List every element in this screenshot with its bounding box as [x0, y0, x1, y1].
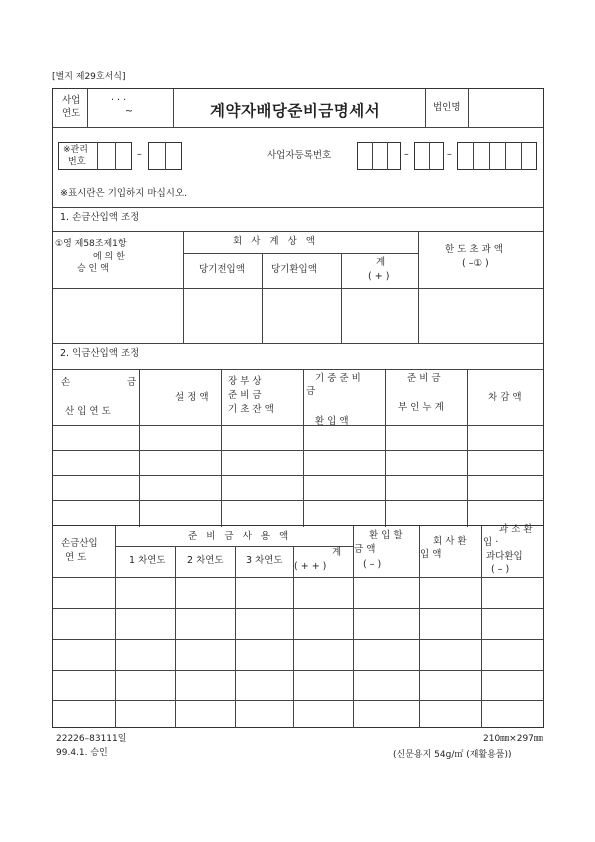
- footer-approval: 99.4.1. 승인: [56, 748, 108, 758]
- s2-col3-line3: 기 초 잔 액: [228, 404, 274, 415]
- biz-reg-field-3[interactable]: [457, 142, 537, 170]
- s3-col3-line1: 환 입 할: [369, 530, 403, 541]
- s3-col1-line2: 연 도: [65, 552, 87, 563]
- s2-col3-line2: 준 비 금: [228, 390, 262, 401]
- s3-sub1: 1 차연도: [129, 555, 166, 566]
- mgmt-no-dash: –: [137, 149, 142, 160]
- s2-col5-line1: 준 비 금: [407, 373, 441, 384]
- footer-form-code: 22226–83111일: [56, 734, 127, 744]
- s3-col4-line2: 입 액: [420, 549, 442, 560]
- s2-col1-a: 손: [61, 377, 71, 388]
- s3-col3-line2: 금 액: [354, 544, 376, 555]
- s2-col1-c: 산 입 연 도: [65, 406, 111, 417]
- s1-col1-line3: 승 인 액: [77, 264, 109, 274]
- s1-col2-group: 회 사 계 상 액: [233, 236, 318, 247]
- s1-col2-sub2: 당기환입액: [271, 264, 317, 275]
- form-frame: [52, 88, 544, 728]
- biz-reg-field-1[interactable]: [357, 142, 401, 170]
- notice-text: ※표시란은 기입하지 마십시오.: [60, 188, 188, 199]
- biz-reg-label: 사업자등록번호: [267, 150, 332, 161]
- s3-col5-line3: 과다환입: [486, 551, 523, 562]
- s1-col2-sub3-line2: ( + ): [368, 271, 390, 282]
- s3-data-rows[interactable]: [53, 578, 543, 727]
- s1-data-row[interactable]: [53, 289, 543, 343]
- section1-title: 1. 손금산입액 조정: [60, 212, 140, 223]
- s2-col4-line1: 기 중 준 비: [315, 373, 361, 384]
- s3-sub2: 2 차연도: [187, 555, 224, 566]
- s3-col5-line4: ( – ): [491, 564, 510, 575]
- year-date-tilde: ~: [125, 106, 133, 117]
- s3-sub4-line2: ( + + ): [294, 561, 327, 572]
- footer-paper: (신문용지 54g/㎡ (재활용품)): [393, 750, 512, 760]
- biz-reg-dash-2: –: [447, 149, 452, 160]
- s3-col3-line3: ( – ): [363, 559, 382, 570]
- s3-sub3: 3 차연도: [246, 555, 283, 566]
- s1-col2-sub1: 당기전입액: [199, 264, 245, 275]
- s3-col5-line2: 입 ·: [483, 537, 499, 548]
- s3-group-label: 준 비 금 사 용 액: [188, 531, 292, 542]
- mgmt-no-label: ※관리: [63, 145, 88, 155]
- s1-col1-line2: 에 의 한: [93, 252, 125, 262]
- s2-col3-line1: 장 부 상: [228, 376, 262, 387]
- s3-col5-line1: 과 소 환: [499, 524, 533, 535]
- s2-col4-line2: 금: [306, 386, 316, 397]
- s2-col5-line2: 부 인 누 계: [398, 402, 444, 413]
- business-year-label-2: 연도: [62, 108, 81, 119]
- corp-name-field[interactable]: [469, 90, 543, 126]
- year-start-date[interactable]: · · ·: [111, 95, 127, 106]
- s1-col3-line2: ( –① ): [462, 258, 489, 269]
- s1-col1-line1: ①영 제58조제1항: [55, 239, 127, 249]
- s1-col3-line1: 한 도 초 과 액: [445, 244, 503, 255]
- s3-col4-line1: 회 사 환: [433, 536, 467, 547]
- s2-col1-b: 금: [127, 377, 137, 388]
- mgmt-no-label-2: 번호: [68, 157, 86, 167]
- business-year-label: 사업: [62, 95, 81, 106]
- form-label: [별지 제29호서식]: [52, 72, 126, 82]
- s1-col2-sub3-line1: 계: [376, 257, 386, 268]
- page-title: 계약자배당준비금명세서: [210, 102, 381, 120]
- s2-col6: 차 감 액: [488, 392, 522, 403]
- footer-size: 210㎜×297㎜: [483, 734, 543, 744]
- s2-data-rows[interactable]: [53, 426, 543, 526]
- corp-name-label: 법인명: [433, 102, 461, 113]
- biz-reg-dash-1: –: [404, 149, 409, 160]
- s2-col4-line3: 환 입 액: [315, 416, 349, 427]
- section2-title: 2. 익금산입액 조정: [60, 348, 140, 359]
- s3-col1-line1: 손금산입: [61, 538, 98, 549]
- s2-col2: 설 정 액: [175, 392, 209, 403]
- s3-sub4-line1: 계: [332, 547, 342, 558]
